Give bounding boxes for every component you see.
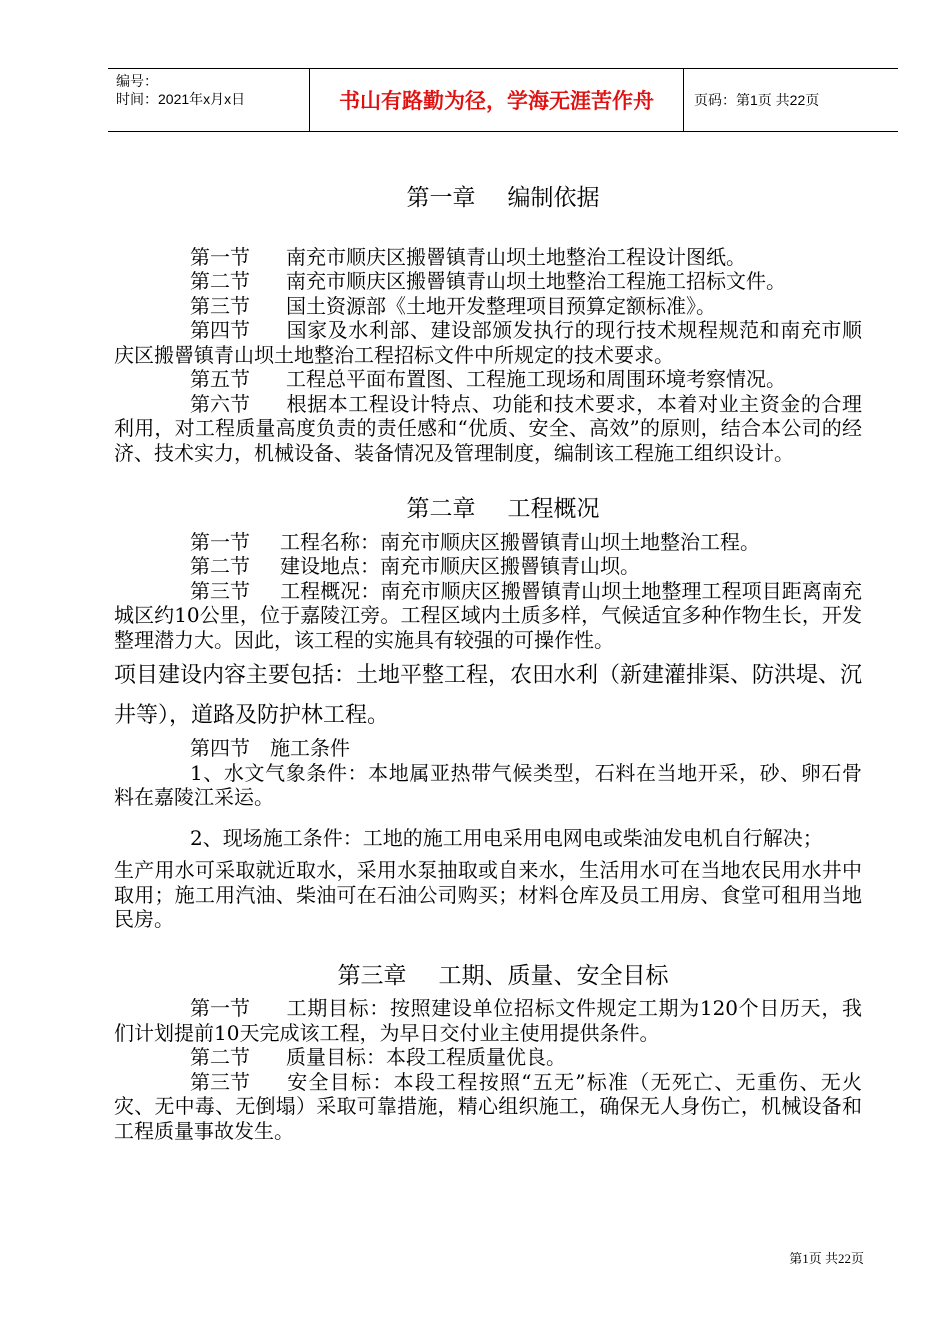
page-footer: 第1页 共22页 (789, 1251, 864, 1266)
time-label: 时间：2021年x月x日 (116, 91, 246, 107)
section-tag: 第四节 (190, 736, 250, 760)
section-tag: 第二节 (190, 554, 250, 578)
section-tag: 第三节 (190, 1069, 250, 1094)
header-motto: 书山有路勤为径，学海无涯苦作舟 (310, 69, 684, 131)
header-meta (108, 69, 310, 131)
condition-2-rest: 生产用水可采取就近取水，采用水泵抽取或自来水，生活用水可在当地农民用水井中取用；施工用汽油、柴油可在石油公司购买；材料仓库及员工用房、食堂可租用当地民房。 (114, 858, 862, 931)
section-tag: 第一节 (190, 244, 250, 269)
section-text: 工程总平面布置图、工程施工现场和周围环境考察情况。 (286, 367, 786, 391)
section-tag: 第二节 (190, 1045, 250, 1069)
number-label: 编号： (116, 73, 158, 89)
paragraph (114, 318, 862, 367)
condition-1: 1、水文气象条件：本地属亚热带气候类型，石料在当地开采，砂、卵石骨料在嘉陵江采运。 (114, 760, 862, 809)
section-text: 安全目标：本段工程按照“五无”标准（无死亡、无重伤、无火灾、无中毒、无倒塌）采取可靠措施，精心组织施工，确保无人身伤亡，机械设备和工程质量事故发生。 (114, 1069, 862, 1143)
section-text: 南充市顺庆区搬罾镇青山坝土地整治工程施工招标文件。 (286, 269, 786, 293)
page-header (108, 68, 898, 132)
condition-2-first-line: 2、现场施工条件：工地的施工用电采用电网电或柴油发电机自行解决； (190, 825, 823, 850)
section-text: 工程概况：南充市顺庆区搬罾镇青山坝土地整理工程项目距离南充城区约10公里，位于嘉陵江旁。工程区域内土质多样，气候适宜多种作物生长，开发整理潜力大。因此，该工程的实施具有较强的可操作性。 (114, 578, 862, 652)
section-tag: 第六节 (190, 391, 250, 416)
paragraph (144, 530, 862, 555)
section-text: 工程名称：南充市顺庆区搬罾镇青山坝土地整治工程。 (280, 529, 760, 554)
chapter-3-title (144, 964, 862, 989)
section-text: 南充市顺庆区搬罾镇青山坝土地整治工程设计图纸。 (286, 244, 746, 269)
chapter-number: 第一章 (406, 185, 476, 211)
section-tag: 第五节 (190, 367, 250, 391)
section-tag: 第三节 (190, 578, 250, 603)
section-text: 建设地点：南充市顺庆区搬罾镇青山坝。 (280, 554, 640, 578)
chapter-name: 工程概况 (507, 496, 600, 522)
chapter-name: 工期、质量、安全目标 (438, 962, 669, 989)
paragraph (114, 392, 862, 466)
chapter-name: 编制依据 (507, 185, 600, 211)
section-text: 根据本工程设计特点、功能和技术要求，本着对业主资金的合理利用，对工程质量高度负责的责任感和“优质、安全、高效”的原则，结合本公司的经济、技术实力，机械设备、装备情况及管理制度，编制该工程施工组织设计。 (114, 391, 862, 465)
header-page-info: 页码：第1页 共22页 (694, 92, 820, 108)
section-tag: 第一节 (190, 996, 250, 1020)
section-tag: 第二节 (190, 269, 250, 293)
section-text: 质量目标：本段工程质量优良。 (286, 1045, 566, 1069)
section-text: 施工条件 (270, 736, 350, 760)
section-text: 工期目标：按照建设单位招标文件规定工期为120个日历天，我们计划提前10天完成该工程，为早日交付业主使用提供条件。 (114, 996, 862, 1045)
chapter-number: 第三章 (337, 962, 407, 989)
section-tag: 第四节 (190, 318, 250, 342)
paragraph (114, 579, 862, 653)
paragraph (144, 245, 862, 270)
paragraph (144, 1045, 862, 1070)
paragraph (144, 554, 862, 579)
paragraph (144, 269, 862, 294)
section-tag: 第一节 (190, 529, 250, 554)
paragraph (114, 1070, 862, 1144)
paragraph (114, 996, 862, 1045)
chapter-1-title (144, 186, 862, 211)
section-tag: 第三节 (190, 293, 250, 318)
paragraph (144, 367, 862, 392)
paragraph (144, 294, 862, 319)
scope-paragraph: 项目建设内容主要包括：土地平整工程，农田水利（新建灌排渠、防洪堤、沉井等），道路及防护林工程。 (114, 663, 863, 728)
document-body (114, 185, 863, 1143)
chapter-2-title (144, 497, 862, 522)
chapter-number: 第二章 (406, 496, 476, 522)
paragraph (144, 736, 862, 761)
section-text: 国家及水利部、建设部颁发执行的现行技术规程规范和南充市顺庆区搬罾镇青山坝土地整治工程招标文件中所规定的技术要求。 (114, 318, 862, 367)
section-text: 国土资源部《土地开发整理项目预算定额标准》。 (286, 293, 716, 318)
